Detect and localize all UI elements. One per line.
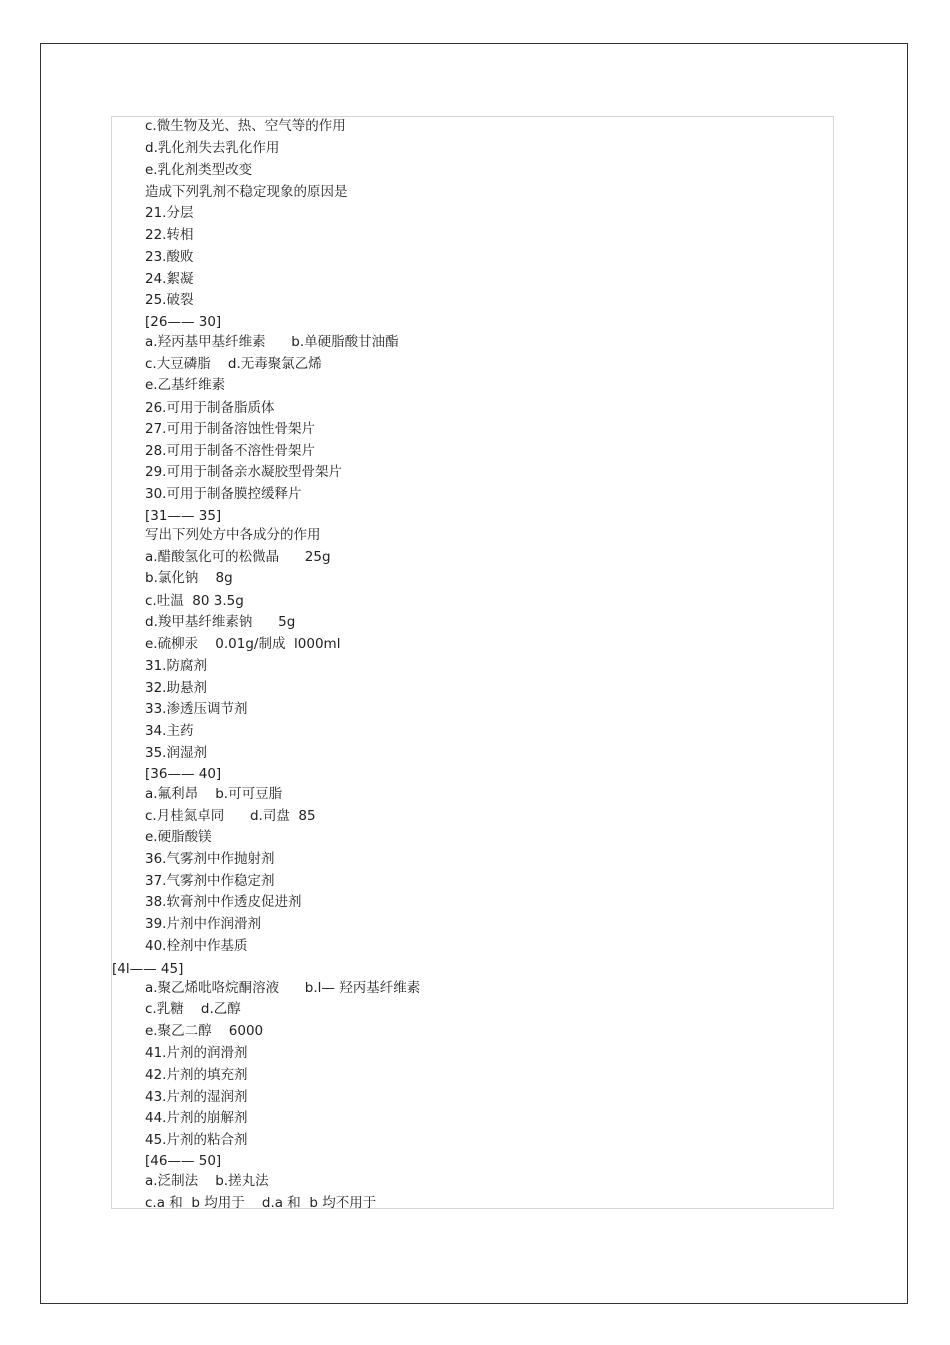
text-line: c.乳糖 d.乙醇	[145, 1001, 241, 1017]
text-line: 35.润湿剂	[145, 745, 207, 761]
text-line: [4l—— 45]	[112, 961, 184, 977]
text-line: 38.软膏剂中作透皮促进剂	[145, 894, 302, 910]
text-line: c.月桂氮卓同 d.司盘 85	[145, 808, 316, 824]
text-line: a.聚乙烯吡咯烷酮溶液 b.l— 羟丙基纤维素	[145, 980, 421, 996]
text-line: c.吐温 80 3.5g	[145, 593, 244, 609]
text-line: [36—— 40]	[145, 766, 222, 782]
text-line: c.大豆磷脂 d.无毒聚氯乙烯	[145, 356, 322, 372]
text-line: 28.可用于制备不溶性骨架片	[145, 443, 315, 459]
text-line: 40.栓剂中作基质	[145, 938, 248, 954]
text-line: 21.分层	[145, 205, 194, 221]
text-line: [26—— 30]	[145, 314, 222, 330]
text-line: 27.可用于制备溶蚀性骨架片	[145, 421, 315, 437]
text-line: 29.可用于制备亲水凝胶型骨架片	[145, 464, 342, 480]
text-line: 32.助悬剂	[145, 680, 207, 696]
text-line: 43.片剂的湿润剂	[145, 1089, 248, 1105]
text-line: 37.气雾剂中作稳定剂	[145, 873, 275, 889]
text-line: 22.转相	[145, 227, 194, 243]
text-line: a.氟利昂 b.可可豆脂	[145, 786, 283, 802]
text-line: e.乳化剂类型改变	[145, 162, 253, 178]
text-line: 36.气雾剂中作抛射剂	[145, 851, 275, 867]
text-line: 42.片剂的填充剂	[145, 1067, 248, 1083]
text-line: b.氯化钠 8g	[145, 570, 233, 586]
text-line: 31.防腐剂	[145, 658, 207, 674]
text-line: a.醋酸氢化可的松微晶 25g	[145, 549, 331, 565]
text-line: 39.片剂中作润滑剂	[145, 916, 261, 932]
text-line: 30.可用于制备膜控缓释片	[145, 486, 302, 502]
text-line: [46—— 50]	[145, 1153, 222, 1169]
text-line: c.a 和 b 均用于 d.a 和 b 均不用于	[145, 1195, 377, 1211]
text-line: a.羟丙基甲基纤维素 b.单硬脂酸甘油酯	[145, 334, 399, 350]
text-line: a.泛制法 b.搓丸法	[145, 1173, 269, 1189]
text-line: 26.可用于制备脂质体	[145, 400, 275, 416]
text-line: 41.片剂的润滑剂	[145, 1045, 248, 1061]
text-line: d.羧甲基纤维素钠 5g	[145, 614, 296, 630]
text-line: 25.破裂	[145, 292, 194, 308]
text-line: 45.片剂的粘合剂	[145, 1132, 248, 1148]
text-line: 44.片剂的崩解剂	[145, 1110, 248, 1126]
text-line: e.硫柳汞 0.01g/制成 l000ml	[145, 636, 341, 652]
text-line: 24.絮凝	[145, 271, 194, 287]
text-line: [31—— 35]	[145, 508, 222, 524]
text-line: d.乳化剂失去乳化作用	[145, 140, 280, 156]
text-line: c.微生物及光、热、空气等的作用	[145, 118, 346, 134]
text-line: 23.酸败	[145, 249, 194, 265]
text-line: e.硬脂酸镁	[145, 829, 212, 845]
text-line: 33.渗透压调节剂	[145, 701, 248, 717]
text-line: 34.主药	[145, 723, 194, 739]
text-line: 造成下列乳剂不稳定现象的原因是	[145, 184, 348, 200]
text-line: e.乙基纤维素	[145, 377, 226, 393]
text-line: 写出下列处方中各成分的作用	[145, 527, 321, 543]
text-line: e.聚乙二醇 6000	[145, 1023, 264, 1039]
